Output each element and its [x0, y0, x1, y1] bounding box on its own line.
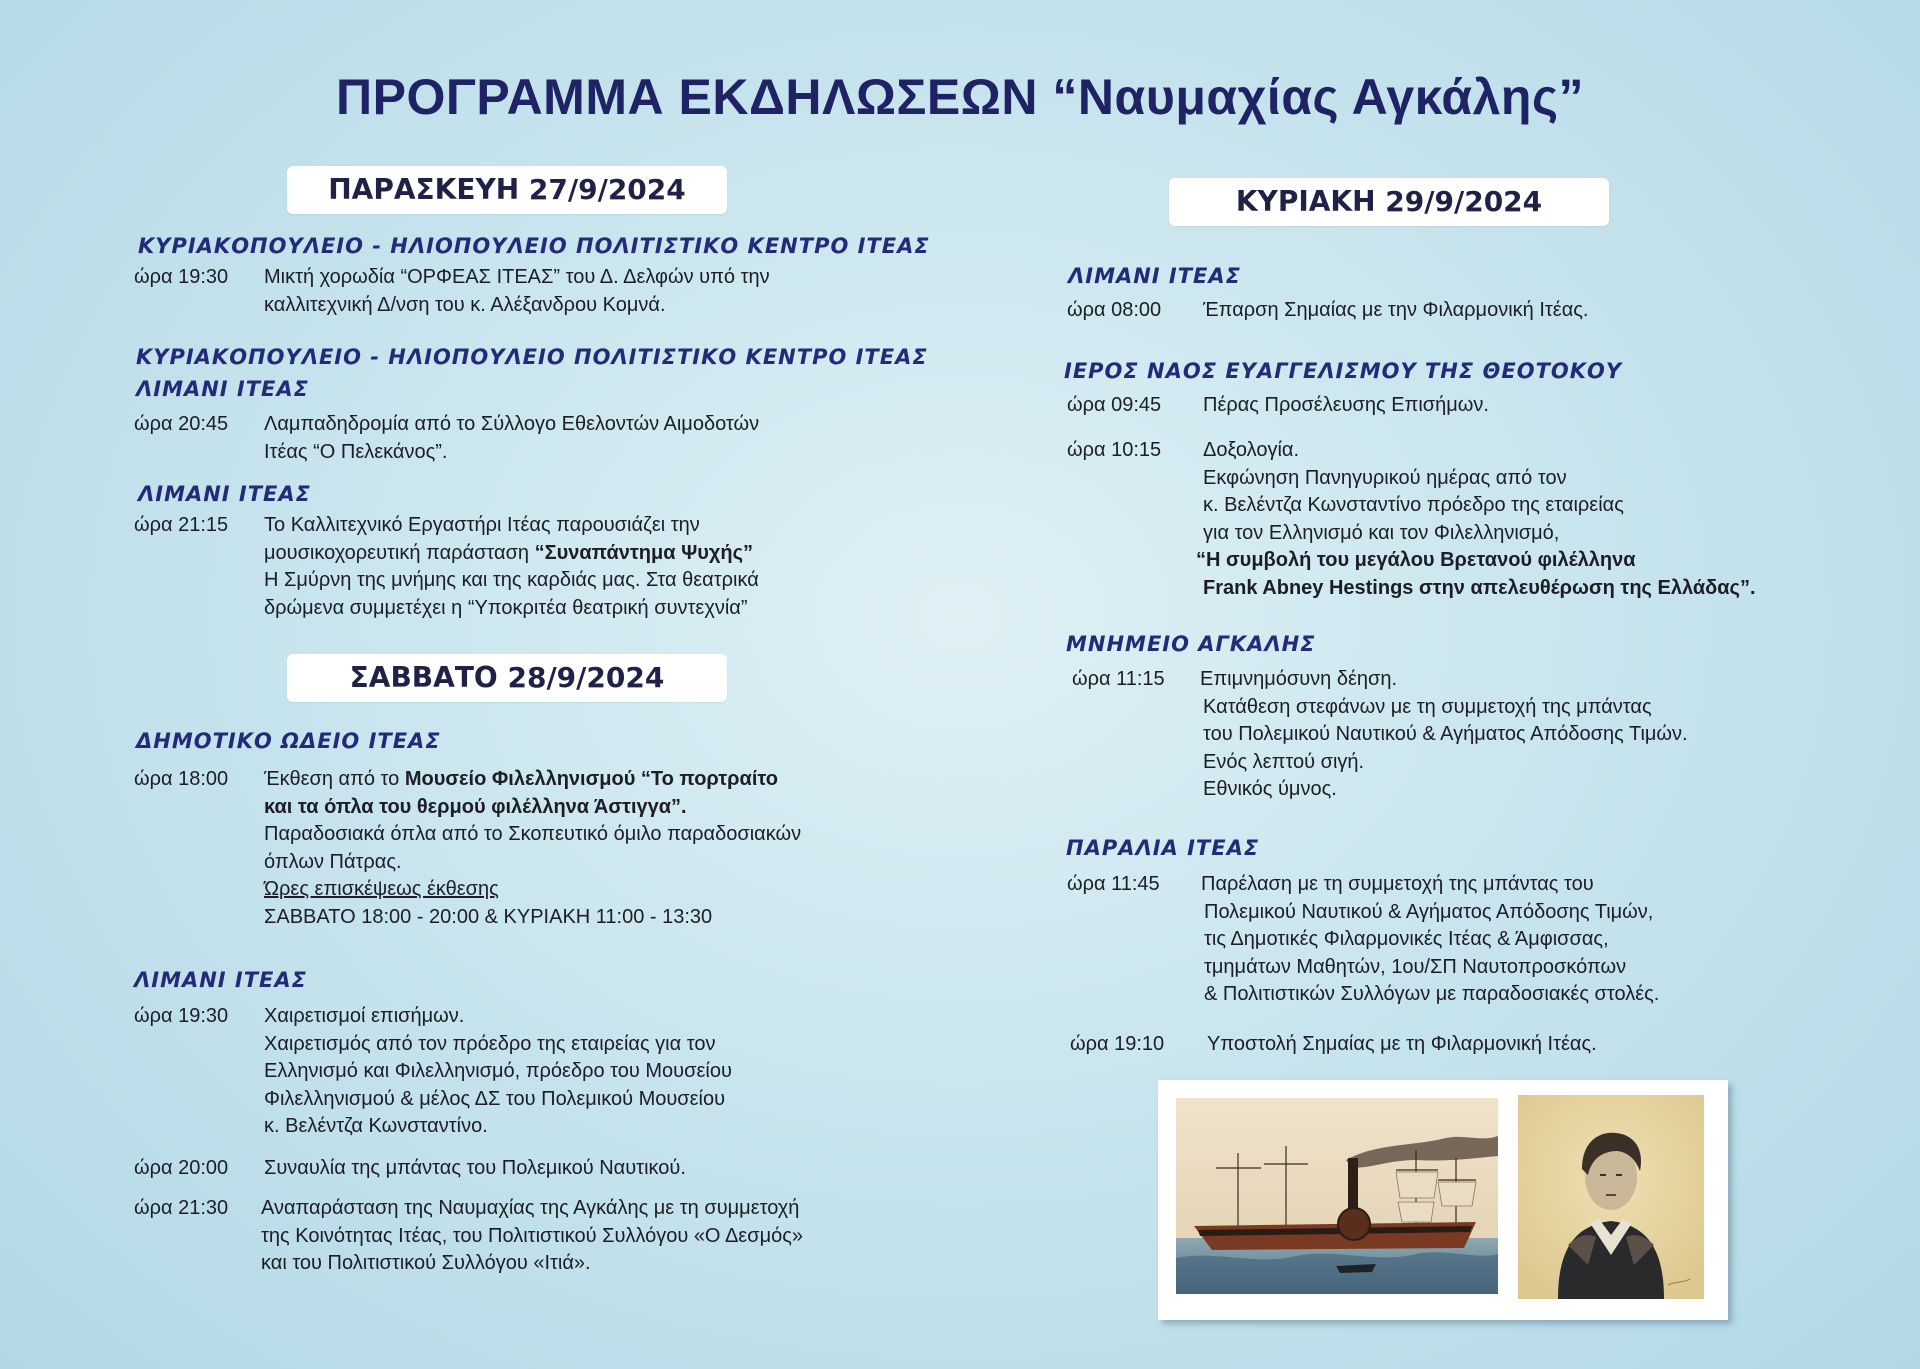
event-time: ώρα 19:30	[134, 1005, 229, 1027]
event-text-line: καλλιτεχνική Δ/νση του κ. Αλέξανδρου Κομνά.	[264, 293, 666, 316]
event-description	[264, 1155, 686, 1183]
event-text-line: Παρέλαση με τη συμμετοχή της μπάντας του	[1201, 873, 1594, 895]
event-text: Έκθεση από το	[264, 768, 405, 790]
venue-heading: ΚΥΡΙΑΚΟΠΟΥΛΕΙΟ - ΗΛΙΟΠΟΥΛΕΙΟ ΠΟΛΙΤΙΣΤΙΚΟ ΚΕΝΤΡΟ ΙΤΕΑΣ	[138, 234, 930, 258]
event-time: ώρα 09:45	[1067, 394, 1162, 416]
event-text-line: όπλων Πάτρας.	[264, 850, 402, 873]
event-description	[261, 1195, 803, 1278]
event-time: ώρα 08:00	[1067, 299, 1162, 321]
event-text-line: Χαιρετισμός από τον πρόεδρο της εταιρείας για τον	[264, 1032, 716, 1055]
event-time: ώρα 21:30	[134, 1197, 229, 1219]
event-time: ώρα 18:00	[134, 768, 229, 790]
event-description	[1201, 871, 1659, 1009]
naval-ship-painting	[1176, 1098, 1498, 1294]
venue-heading: ΛΙΜΑΝΙ ΙΤΕΑΣ	[138, 482, 311, 506]
event-text-line: Πολεμικού Ναυτικού & Αγήματος Απόδοσης Τιμών,	[1204, 900, 1654, 923]
visiting-hours: ΣΑΒΒΑΤΟ 18:00 - 20:00 & ΚΥΡΙΑΚΗ 11:00 - 13:30	[264, 905, 713, 928]
event-time: ώρα 11:15	[1072, 668, 1165, 690]
event-time: ώρα 19:10	[1070, 1033, 1165, 1055]
event-text-line: τις Δημοτικές Φιλαρμονικές Ιτέας & Άμφισσας,	[1204, 928, 1609, 950]
venue-heading: ΠΑΡΑΛΙΑ ΙΤΕΑΣ	[1066, 836, 1260, 860]
event-text-line: & Πολιτιστικών Συλλόγων με παραδοσιακές στολές.	[1204, 983, 1660, 1005]
event-text-line: Επιμνημόσυνη δέηση.	[1200, 668, 1398, 690]
exhibition-title: και τα όπλα του θερμού φιλέλληνα Άστιγγα”.	[264, 795, 687, 818]
event-time: ώρα 20:45	[134, 413, 229, 435]
event-time: ώρα 11:45	[1067, 873, 1160, 895]
event-text-line: Μικτή χορωδία “ΟΡΦΕΑΣ ΙΤΕΑΣ” του Δ. Δελφών υπό την	[264, 266, 770, 288]
event-text-line: Εκφώνηση Πανηγυρικού ημέρας από τον	[1203, 466, 1567, 489]
venue-heading: ΛΙΜΑΝΙ ΙΤΕΑΣ	[134, 968, 307, 992]
event-time: ώρα 19:30	[134, 266, 229, 288]
venue-heading: ΚΥΡΙΑΚΟΠΟΥΛΕΙΟ - ΗΛΙΟΠΟΥΛΕΙΟ ΠΟΛΙΤΙΣΤΙΚΟ ΚΕΝΤΡΟ ΙΤΕΑΣ	[136, 345, 928, 369]
venue-heading: ΛΙΜΑΝΙ ΙΤΕΑΣ	[1068, 264, 1241, 288]
event-time: ώρα 21:15	[134, 514, 229, 536]
event-description	[264, 264, 770, 319]
event-description	[264, 766, 801, 931]
event-text-line: για τον Ελληνισμό και τον Φιλελληνισμό,	[1203, 521, 1560, 544]
event-text-line: Ενός λεπτού σιγή.	[1203, 750, 1365, 773]
event-text-line: Λαμπαδηδρομία από το Σύλλογο Εθελοντών Αιμοδοτών	[264, 413, 760, 435]
venue-heading: ΙΕΡΟΣ ΝΑΟΣ ΕΥΑΓΓΕΛΙΣΜΟΥ ΤΗΣ ΘΕΟΤΟΚΟΥ	[1064, 359, 1623, 383]
photo-frame	[1158, 1080, 1728, 1320]
event-description	[1203, 392, 1489, 420]
event-description	[1196, 437, 1756, 602]
venue-heading: ΛΙΜΑΝΙ ΙΤΕΑΣ	[136, 377, 309, 401]
event-text-line: της Κοινότητας Ιτέας, του Πολιτιστικού Συλλόγου «Ο Δεσμός»	[261, 1224, 803, 1247]
event-text-line: και του Πολιτιστικού Συλλόγου «Ιτιά».	[261, 1252, 591, 1274]
event-text-line: Ελληνισμό και Φιλελληνισμό, πρόεδρο του Μουσείου	[264, 1060, 732, 1082]
event-time: ώρα 10:15	[1067, 439, 1162, 461]
event-description	[264, 512, 759, 622]
event-text-line: Δοξολογία.	[1203, 439, 1300, 461]
event-text-line: Παραδοσιακά όπλα από το Σκοπευτικό όμιλο παραδοσιακών	[264, 823, 802, 845]
event-time: ώρα 20:00	[134, 1157, 229, 1179]
event-text-line: κ. Βελέντζα Κωνσταντίνο.	[264, 1115, 488, 1137]
event-text-line: Κατάθεση στεφάνων με τη συμμετοχή της μπάντας	[1203, 695, 1652, 718]
event-text-line: Υποστολή Σημαίας με τη Φιλαρμονική Ιτέας.	[1207, 1033, 1597, 1055]
exhibition-title: Μουσείο Φιλελληνισμού “Το πορτραίτο	[404, 768, 778, 790]
day-header-friday: ΠΑΡΑΣΚΕΥΗ 27/9/2024	[287, 166, 727, 214]
event-text-line: Συναυλία της μπάντας του Πολεμικού Ναυτικού.	[264, 1157, 686, 1179]
event-text-line: τμημάτων Μαθητών, 1ου/ΣΠ Ναυτοπροσκόπων	[1204, 955, 1627, 978]
event-description	[1207, 1031, 1597, 1059]
event-text-line: Η Σμύρνη της μνήμης και της καρδιάς μας. Στα θεατρικά	[264, 569, 759, 591]
day-header-saturday: ΣΑΒΒΑΤΟ 28/9/2024	[287, 654, 727, 702]
speech-title: “Η συμβολή του μεγάλου Βρετανού φιλέλληνα	[1196, 549, 1636, 571]
event-text-line: Ιτέας “Ο Πελεκάνος”.	[264, 440, 448, 463]
venue-heading: ΔΗΜΟΤΙΚΟ ΩΔΕΙΟ ΙΤΕΑΣ	[136, 729, 441, 753]
event-text-line: Πέρας Προσέλευσης Επισήμων.	[1203, 394, 1489, 416]
event-text: μουσικοχορευτική παράσταση	[264, 541, 535, 564]
event-text-line: δρώμενα συμμετέχει η “Υποκριτέα θεατρική συντεχνία”	[264, 596, 748, 619]
performance-title: “Συναπάντημα Ψυχής”	[534, 541, 754, 564]
event-description	[264, 1003, 732, 1141]
speech-title: Frank Abney Hestings στην απελευθέρωση της Ελλάδας”.	[1203, 576, 1756, 599]
event-text-line	[264, 540, 759, 568]
event-text-line: κ. Βελέντζα Κωνσταντίνο πρόεδρο της εταιρείας	[1203, 494, 1624, 516]
day-header-sunday: ΚΥΡΙΑΚΗ 29/9/2024	[1169, 178, 1609, 226]
philhellene-portrait	[1518, 1095, 1704, 1299]
event-description	[1200, 666, 1688, 804]
event-text-line: Φιλελληνισμού & μέλος ΔΣ του Πολεμικού Μουσείου	[264, 1087, 726, 1110]
venue-heading: ΜΝΗΜΕΙΟ ΑΓΚΑΛΗΣ	[1066, 632, 1316, 656]
event-text-line: Έπαρση Σημαίας με την Φιλαρμονική Ιτέας.	[1203, 299, 1589, 321]
event-description	[1203, 297, 1588, 325]
event-text-line	[264, 766, 801, 794]
event-text-line: Χαιρετισμοί επισήμων.	[264, 1005, 465, 1027]
page-title: ΠΡΟΓΡΑΜΜΑ ΕΚΔΗΛΩΣΕΩΝ “Ναυμαχίας Αγκάλης”	[336, 69, 1584, 125]
event-text-line: του Πολεμικού Ναυτικού & Αγήματος Απόδοσης Τιμών.	[1203, 723, 1688, 745]
event-text-line: Αναπαράσταση της Ναυμαχίας της Αγκάλης με τη συμμετοχή	[261, 1197, 800, 1219]
visiting-hours-heading: Ώρες επισκέψεως έκθεσης	[264, 878, 499, 900]
event-text-line: Εθνικός ύμνος.	[1203, 778, 1337, 800]
event-description	[264, 411, 759, 466]
event-text-line: Το Καλλιτεχνικό Εργαστήρι Ιτέας παρουσιάζει την	[264, 514, 700, 536]
